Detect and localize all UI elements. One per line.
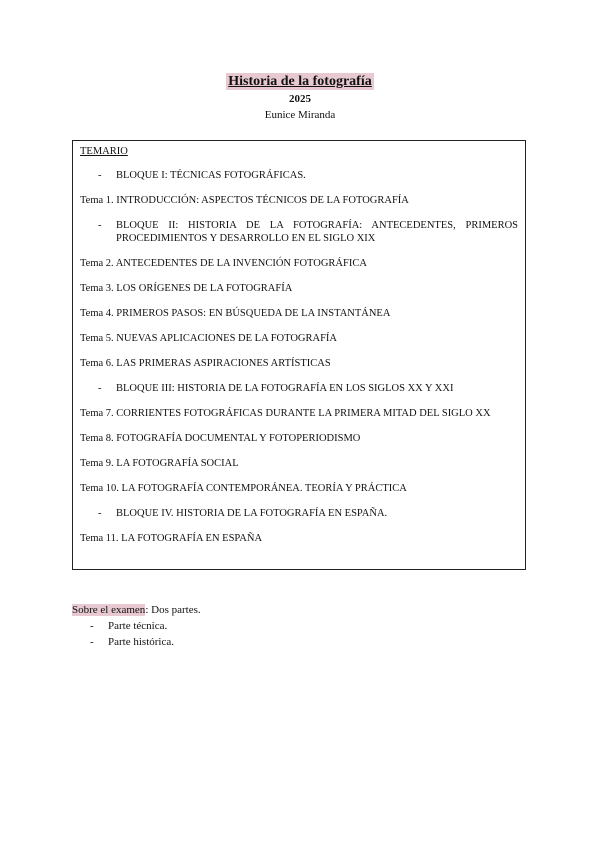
bloque-text: BLOQUE IV. HISTORIA DE LA FOTOGRAFÍA EN ESPAÑA. [116, 508, 388, 519]
document-year: 2025 [289, 93, 311, 105]
tema-entry: Tema 4. PRIMEROS PASOS: EN BÚSQUEDA DE LA INSTANTÁNEA [80, 308, 391, 319]
tema-entry: Tema 5. NUEVAS APLICACIONES DE LA FOTOGRAFÍA [80, 333, 338, 344]
exam-label: Sobre el examen [72, 604, 146, 616]
tema-entry: Tema 9. LA FOTOGRAFÍA SOCIAL [80, 458, 239, 469]
tema-entry: Tema 8. FOTOGRAFÍA DOCUMENTAL Y FOTOPERIODISMO [80, 433, 361, 444]
exam-summary: : Dos partes. [145, 604, 201, 616]
bloque-entry [80, 219, 518, 245]
exam-item-text: Parte histórica. [108, 636, 174, 648]
bullet-dash: - [98, 170, 102, 181]
bloque-text: BLOQUE II: HISTORIA DE LA FOTOGRAFÍA: ANTECEDENTES, PRIMEROS PROCEDIMIENTOS Y DESARROLLO EN EL SIGLO XIX [116, 220, 518, 244]
exam-line [72, 603, 201, 617]
tema-entry: Tema 2. ANTECEDENTES DE LA INVENCIÓN FOTOGRÁFICA [80, 258, 367, 269]
bloque-entry [80, 507, 518, 520]
bullet-dash: - [90, 620, 94, 632]
tema-entry: Tema 11. LA FOTOGRAFÍA EN ESPAÑA [80, 533, 263, 544]
exam-item [72, 635, 201, 649]
tema-entry: Tema 6. LAS PRIMERAS ASPIRACIONES ARTÍSTICAS [80, 358, 331, 369]
bloque-text: BLOQUE III: HISTORIA DE LA FOTOGRAFÍA EN LOS SIGLOS XX Y XXI [116, 383, 454, 394]
bullet-dash: - [98, 383, 102, 394]
bullet-dash: - [90, 636, 94, 648]
temario-box [72, 140, 526, 570]
document-title: Historia de la fotografía [228, 74, 372, 89]
tema-entry: Tema 3. LOS ORÍGENES DE LA FOTOGRAFÍA [80, 283, 293, 294]
temario-heading: TEMARIO [80, 146, 128, 157]
bloque-entry [80, 382, 518, 395]
bullet-dash: - [98, 220, 102, 231]
exam-item-text: Parte técnica. [108, 620, 168, 632]
exam-section [72, 603, 201, 649]
temario-list [80, 169, 518, 545]
tema-entry: Tema 1. INTRODUCCIÓN: ASPECTOS TÉCNICOS DE LA FOTOGRAFÍA [80, 195, 409, 206]
document-header [0, 72, 600, 122]
exam-item [72, 619, 201, 633]
document-author: Eunice Miranda [264, 109, 336, 121]
bloque-text: BLOQUE I: TÉCNICAS FOTOGRÁFICAS. [116, 170, 306, 181]
tema-entry: Tema 10. LA FOTOGRAFÍA CONTEMPORÁNEA. TEORÍA Y PRÁCTICA [80, 483, 407, 494]
tema-entry: Tema 7. CORRIENTES FOTOGRÁFICAS DURANTE LA PRIMERA MITAD DEL SIGLO XX [80, 408, 491, 419]
bloque-entry [80, 169, 518, 182]
bullet-dash: - [98, 508, 102, 519]
